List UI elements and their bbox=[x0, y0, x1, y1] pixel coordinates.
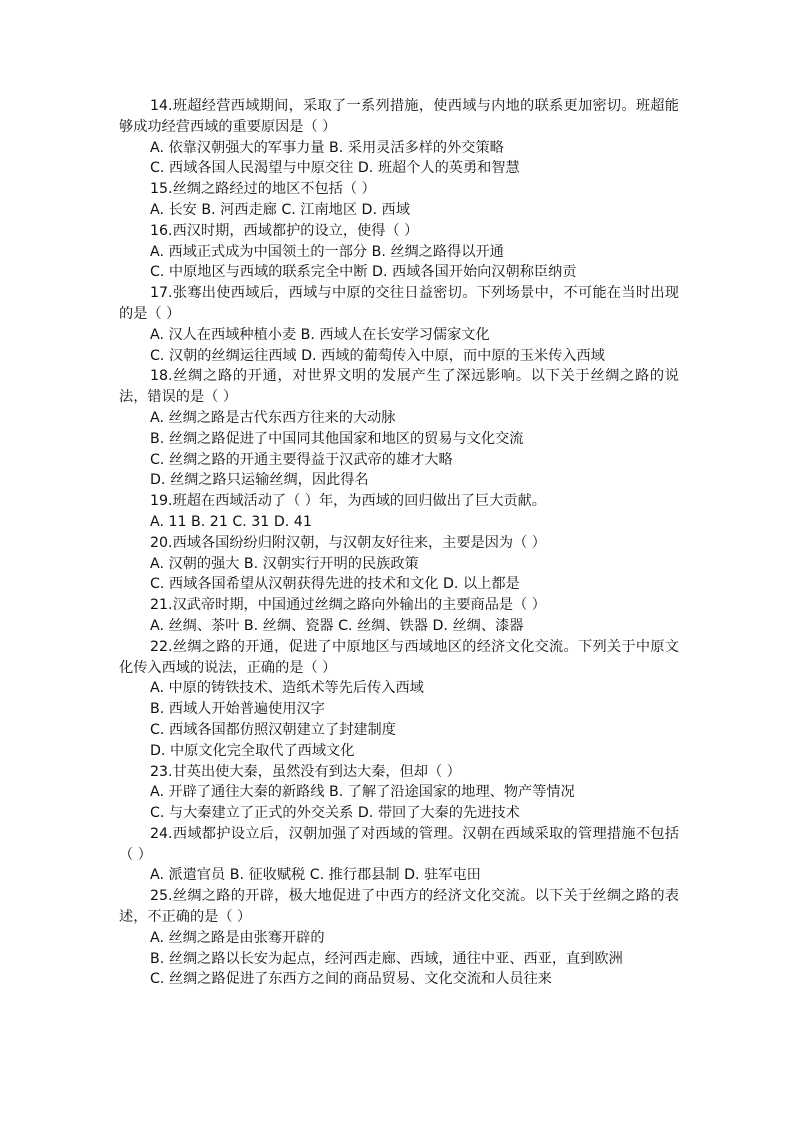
question-24-options: A. 派遣官员 B. 征收赋税 C. 推行郡县制 D. 驻军屯田 bbox=[150, 867, 481, 884]
question-16-options-ab: A. 西域正式成为中国领土的一部分 B. 丝绸之路得以开通 bbox=[150, 243, 504, 260]
question-14-options-ab: A. 依靠汉朝强大的军事力量 B. 采用灵活多样的外交策略 bbox=[150, 139, 504, 156]
question-22-stem: 22.丝绸之路的开通，促进了中原地区与西域地区的经济文化交流。下列关于中原文化传入西域的说法，正确的是（ ） bbox=[119, 638, 679, 676]
question-25-stem: 25.丝绸之路的开辟，极大地促进了中西方的经济文化交流。以下关于丝绸之路的表述，不正确的是（ ） bbox=[119, 888, 679, 926]
question-21-options: A. 丝绸、茶叶 B. 丝绸、瓷器 C. 丝绸、铁器 D. 丝绸、漆器 bbox=[150, 617, 524, 634]
question-17-stem: 17.张骞出使西域后，西域与中原的交往日益密切。下列场景中，不可能在当时出现的是（ ） bbox=[119, 285, 679, 322]
question-18-option-a: A. 丝绸之路是古代东西方往来的大动脉 bbox=[150, 409, 396, 426]
question-25-option-a: A. 丝绸之路是由张骞开辟的 bbox=[150, 929, 325, 946]
question-23-options-cd: C. 与大秦建立了正式的外交关系 D. 带回了大秦的先进技术 bbox=[150, 805, 520, 822]
question-list bbox=[119, 96, 679, 990]
question-22-option-c: C. 西域各国都仿照汉朝建立了封建制度 bbox=[150, 721, 396, 738]
question-17-options-ab: A. 汉人在西域种植小麦 B. 西域人在长安学习儒家文化 bbox=[150, 326, 490, 343]
question-24-stem: 24.西域都护设立后，汉朝加强了对西域的管理。汉朝在西域采取的管理措施不包括（ ） bbox=[119, 825, 679, 863]
question-21-stem: 21.汉武帝时期，中国通过丝绸之路向外输出的主要商品是（ ） bbox=[150, 597, 546, 614]
question-25-option-c: C. 丝绸之路促进了东西方之间的商品贸易、文化交流和人员往来 bbox=[150, 971, 552, 988]
question-23-stem: 23.甘英出使大秦，虽然没有到达大秦，但却（ ） bbox=[150, 763, 461, 780]
question-23-options-ab: A. 开辟了通往大秦的新路线 B. 了解了沿途国家的地理、物产等情况 bbox=[150, 784, 575, 801]
question-22-option-d: D. 中原文化完全取代了西域文化 bbox=[150, 742, 355, 759]
question-15-options: A. 长安 B. 河西走廊 C. 江南地区 D. 西域 bbox=[150, 201, 410, 218]
question-15-stem: 15.丝绸之路经过的地区不包括（ ） bbox=[150, 181, 376, 198]
question-16-options-cd: C. 中原地区与西域的联系完全中断 D. 西域各国开始向汉朝称臣纳贡 bbox=[150, 264, 577, 281]
question-18-stem: 18.丝绸之路的开通，对世界文明的发展产生了深远影响。以下关于丝绸之路的说法，错误的是（ ） bbox=[119, 368, 679, 406]
question-25-option-b: B. 丝绸之路以长安为起点，经河西走廊、西域，通往中亚、西亚，直到欧洲 bbox=[150, 950, 623, 967]
question-16-stem: 16.西汉时期，西域都护的设立，使得（ ） bbox=[150, 222, 419, 239]
question-20-options-cd: C. 西域各国希望从汉朝获得先进的技术和文化 D. 以上都是 bbox=[150, 576, 520, 593]
question-14-options-cd: C. 西域各国人民渴望与中原交往 D. 班超个人的英勇和智慧 bbox=[150, 160, 520, 177]
question-18-option-b: B. 丝绸之路促进了中国同其他国家和地区的贸易与文化交流 bbox=[150, 430, 524, 447]
question-17-options-cd: C. 汉朝的丝绸运往西域 D. 西域的葡萄传入中原，而中原的玉米传入西域 bbox=[150, 347, 605, 364]
question-22-option-a: A. 中原的铸铁技术、造纸术等先后传入西域 bbox=[150, 680, 424, 697]
question-20-options-ab: A. 汉朝的强大 B. 汉朝实行开明的民族政策 bbox=[150, 555, 419, 572]
question-18-option-c: C. 丝绸之路的开通主要得益于汉武帝的雄才大略 bbox=[150, 451, 453, 468]
question-18-option-d: D. 丝绸之路只运输丝绸，因此得名 bbox=[150, 472, 369, 489]
question-20-stem: 20.西域各国纷纷归附汉朝，与汉朝友好往来，主要是因为（ ） bbox=[150, 534, 546, 551]
question-19-options: A. 11 B. 21 C. 31 D. 41 bbox=[150, 513, 312, 530]
question-22-option-b: B. 西域人开始普遍使用汉字 bbox=[150, 701, 325, 718]
question-19-stem: 19.班超在西域活动了（ ）年，为西域的回归做出了巨大贡献。 bbox=[150, 493, 546, 510]
question-14-stem: 14.班超经营西域期间，采取了一系列措施，使西域与内地的联系更加密切。班超能够成功经营西域的重要原因是（ ） bbox=[119, 98, 679, 135]
